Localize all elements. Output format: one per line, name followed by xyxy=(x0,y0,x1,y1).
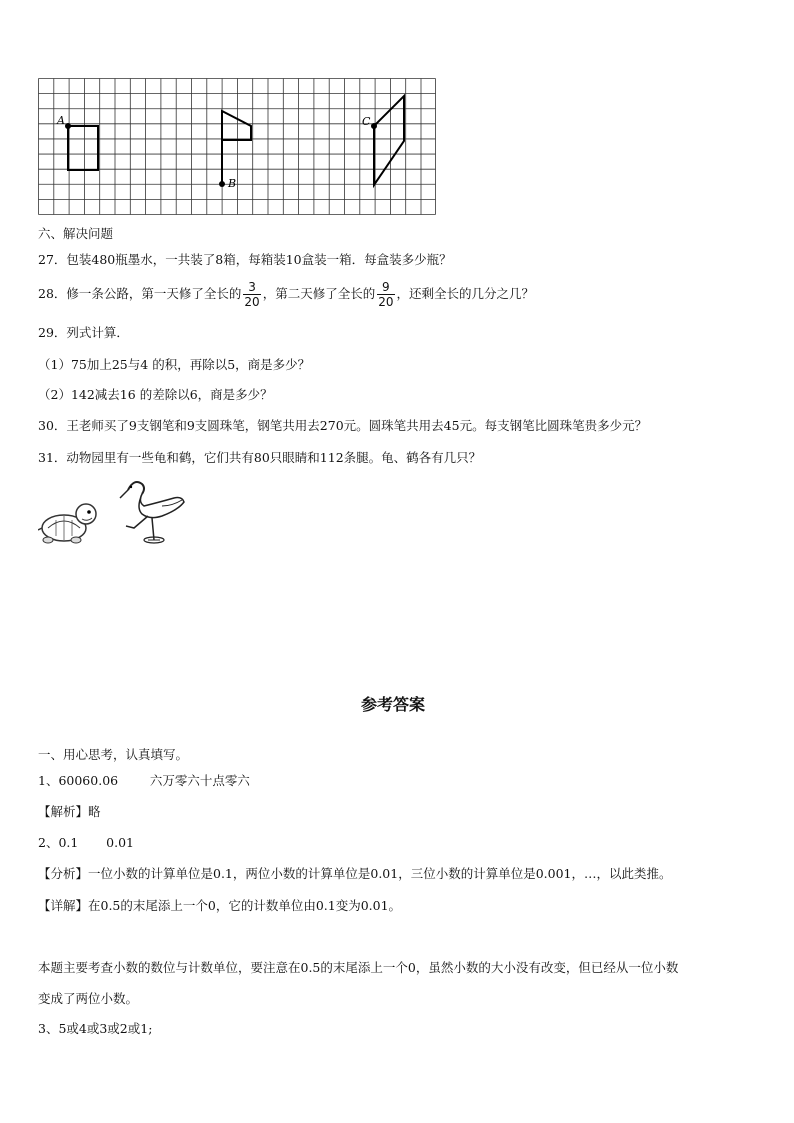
question-28 xyxy=(38,276,534,312)
flag-shape-b xyxy=(222,111,251,184)
question-29-part-2: （2）142减去16 的差除以6，商是多少？ xyxy=(38,387,273,402)
question-31: 31．动物园里有一些龟和鹤，它们共有80只眼睛和112条腿。龟、鹤各有几只？ xyxy=(38,450,482,465)
answers-section-1: 一、用心思考，认真填写。 xyxy=(38,747,189,762)
point-a xyxy=(65,123,71,129)
q28-suffix: ，还剩全长的几分之几？ xyxy=(396,286,535,301)
question-27: 27．包装480瓶墨水，一共装了8箱，每箱装10盒装一箱．每盒装多少瓶？ xyxy=(38,252,452,267)
question-30: 30．王老师买了9支钢笔和9支圆珠笔，钢笔共用去270元。圆珠笔共用去45元。每支钢笔比圆珠笔贵多少元？ xyxy=(38,418,648,433)
answer-1-note: 【解析】略 xyxy=(38,804,101,819)
answer-2-summary-line-1: 本题主要考查小数的数位与计数单位，要注意在0.5的末尾添上一个0，虽然小数的大小没有改变，但已经从一位小数 xyxy=(38,960,679,975)
fraction-3-20 xyxy=(243,280,260,309)
question-29: 29．列式计算． xyxy=(38,325,129,340)
fraction-numerator: 3 xyxy=(248,280,256,294)
grid-figure xyxy=(38,78,436,216)
answer-2: 2、0.1 0.01 xyxy=(38,835,134,850)
point-b xyxy=(219,181,225,187)
fraction-denominator: 20 xyxy=(244,295,260,309)
fraction-9-20 xyxy=(377,280,394,309)
point-label-a: A xyxy=(57,114,65,127)
section-heading: 六、解决问题 xyxy=(38,226,114,241)
point-label-b: B xyxy=(228,177,237,190)
answer-2-detail: 【详解】在0.5的末尾添上一个0，它的计数单位由0.1变为0.01。 xyxy=(38,898,402,913)
crane-illustration xyxy=(112,476,186,548)
fraction-numerator: 9 xyxy=(382,280,390,294)
answer-2-analysis: 【分析】一位小数的计算单位是0.1，两位小数的计算单位是0.01，三位小数的计算单位是0.001，…，以此类推。 xyxy=(38,866,672,881)
turtle-illustration xyxy=(38,500,102,546)
fraction-denominator: 20 xyxy=(378,295,394,309)
answer-1: 1、60060.06 六万零六十点零六 xyxy=(38,773,250,788)
answer-3: 3、5或4或3或2或1; xyxy=(38,1021,153,1036)
q28-prefix: 28．修一条公路，第一天修了全长的 xyxy=(38,286,242,301)
parallelogram-shape-c xyxy=(374,96,404,185)
answer-2-summary-line-2: 变成了两位小数。 xyxy=(38,991,139,1006)
q28-middle: ，第二天修了全长的 xyxy=(262,286,376,301)
point-label-c: C xyxy=(362,115,371,128)
point-c xyxy=(371,123,377,129)
question-29-part-1: （1）75加上25与4 的积，再除以5，商是多少？ xyxy=(38,357,311,372)
answers-title: 参考答案 xyxy=(361,695,426,714)
rectangle-shape-a xyxy=(68,126,98,170)
